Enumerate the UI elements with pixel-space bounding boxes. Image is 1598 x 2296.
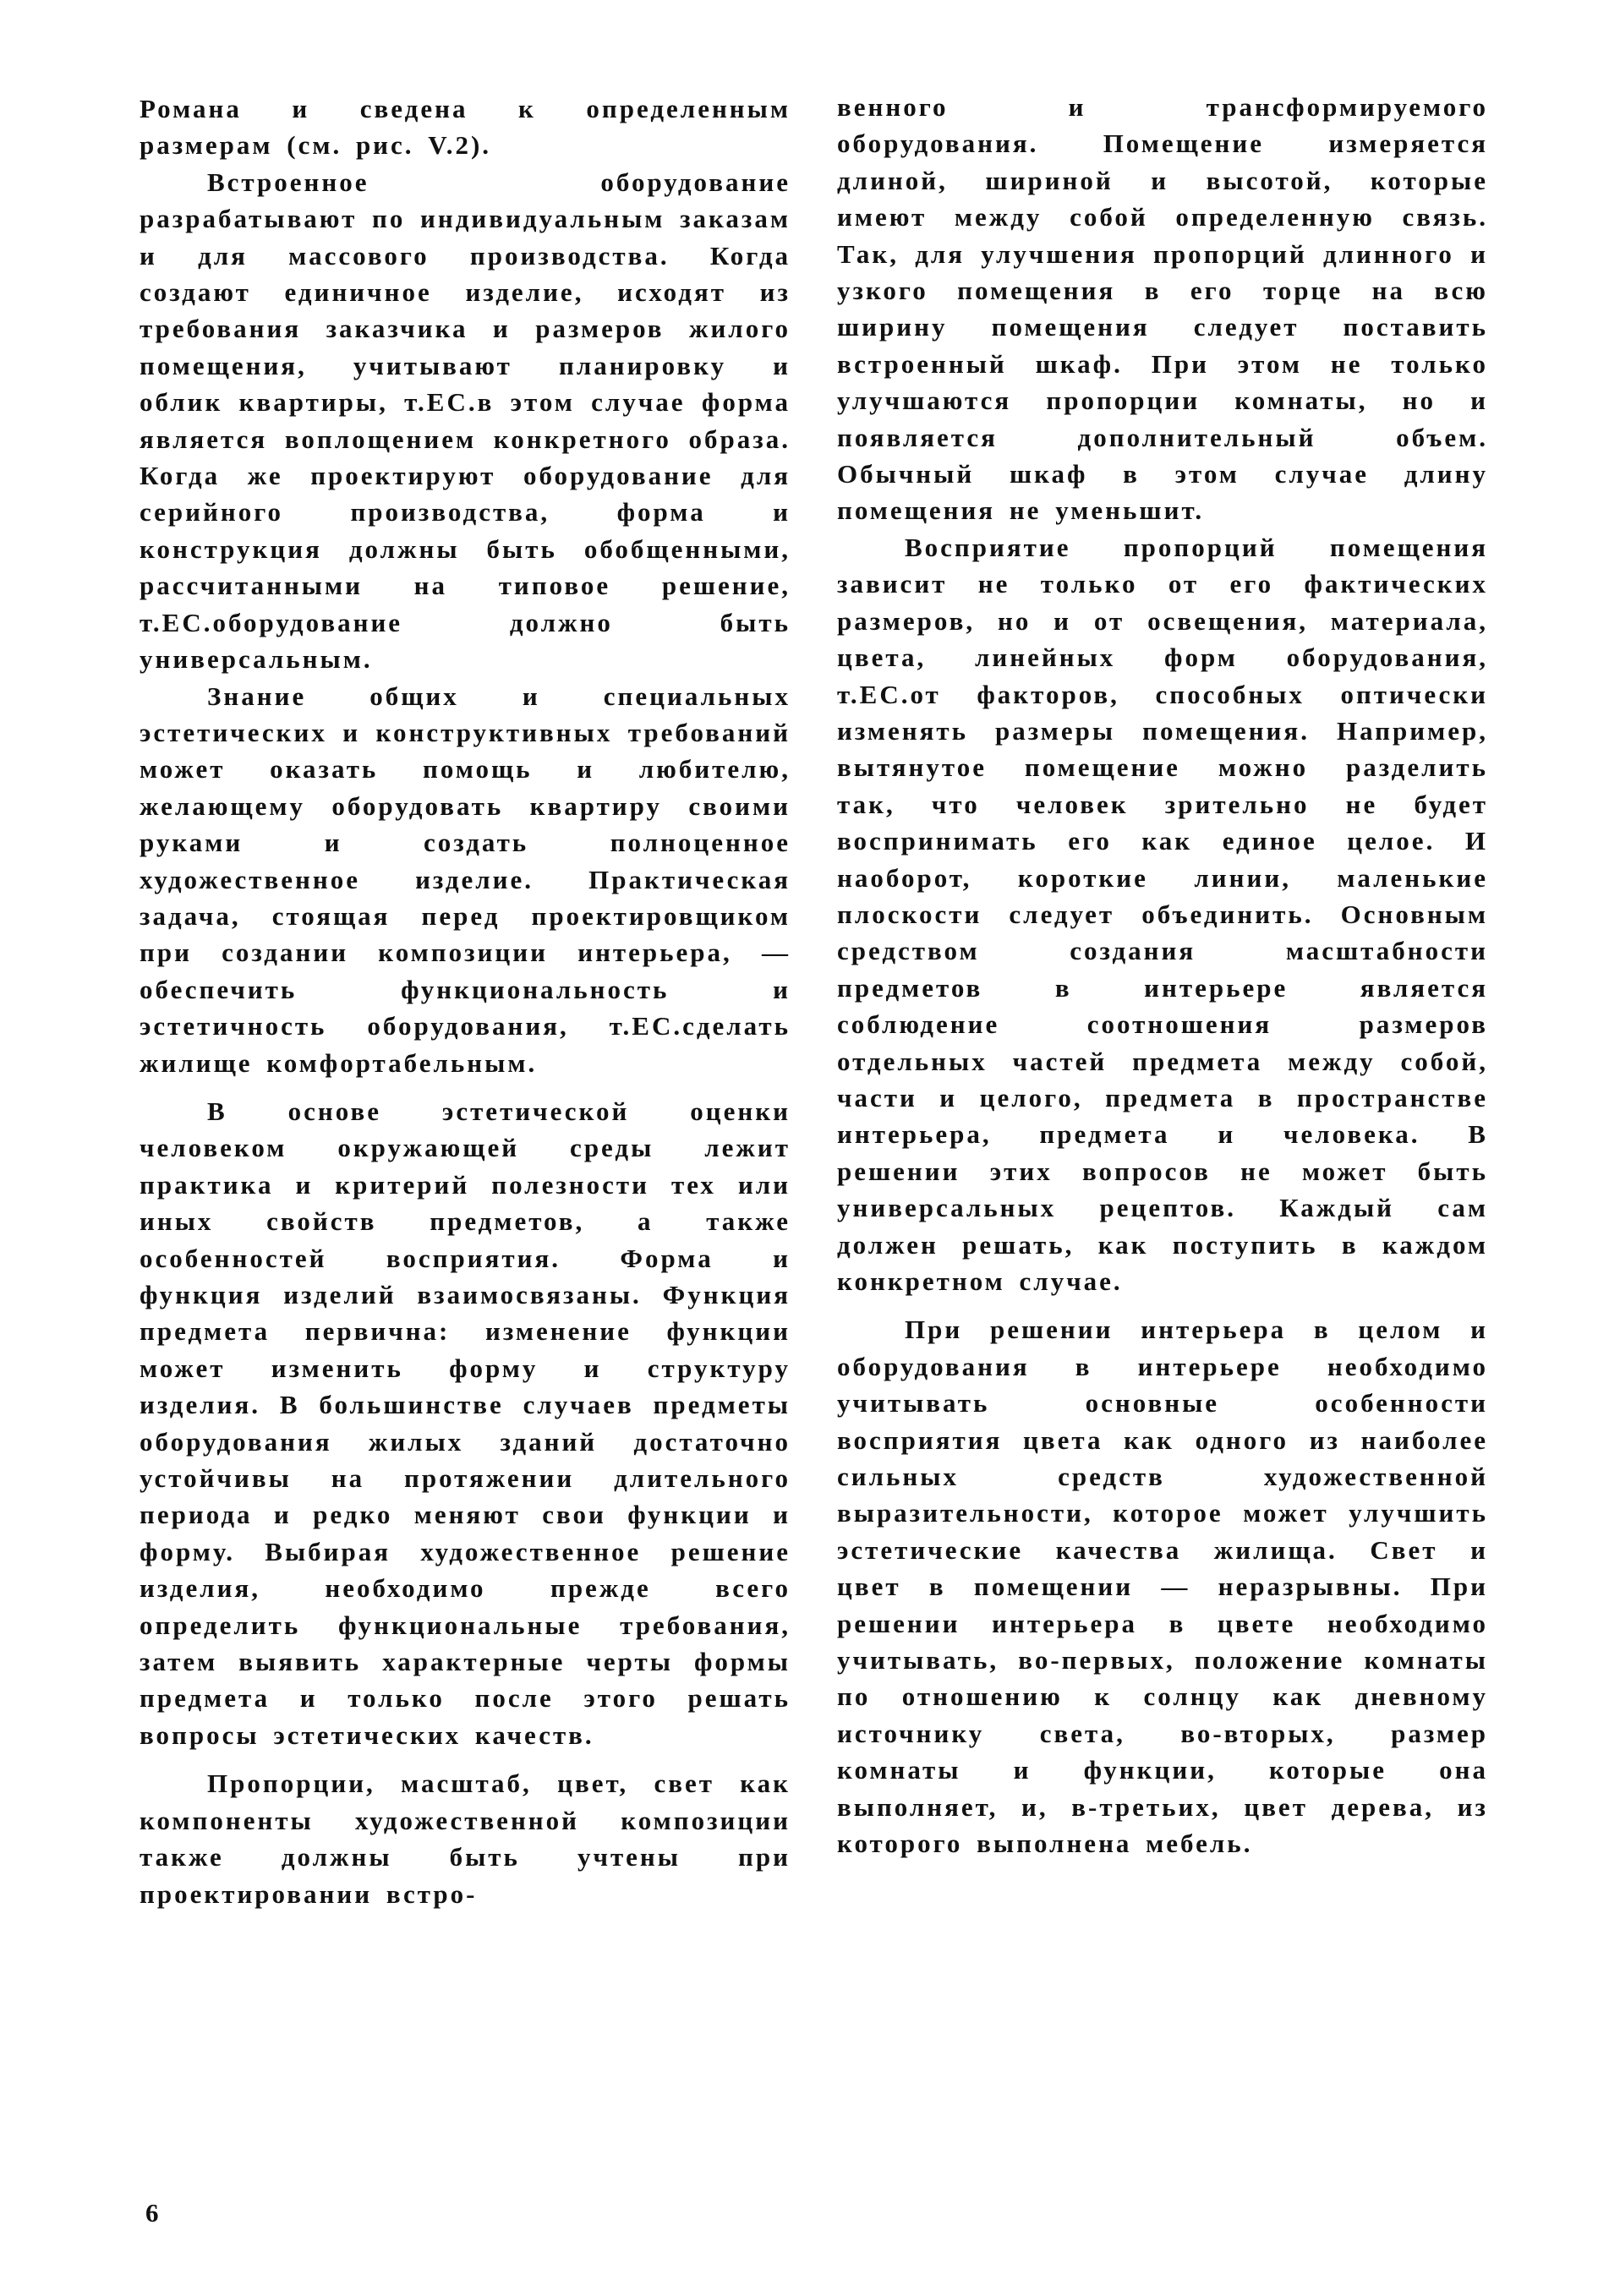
right-text-column bbox=[837, 89, 1488, 1862]
paragraph: Восприятие пропорций помещения зависит не только от его фактических размеров, но и от освещения, материала, цвета, линейных форм оборудования, т.ЕС.от факторов, способных оптически изменять размеры помещения. Например, вытянутое помещение можно разделить так, что человек зрительно не будет воспринимать его как единое целое. И наоборот, короткие линии, маленькие плоскости следует объединить. Основным средством создания масштабности предметов в интерьере является соблюдение соотношения размеров отдельных частей предмета между собой, части и целого, предмета в пространстве интерьера, предмета и человека. В решении этих вопросов не может быть универсальных рецептов. Каждый сам должен решать, как поступить в каждом конкретном случае. bbox=[837, 532, 1488, 1296]
paragraph: венного и трансформируемого оборудования. Помещение измеряется длиной, шириной и высотой, которые имеют между собой определенную связь. Так, для улучшения пропорций длинного и узкого помещения в его торце на всю ширину помещения следует поставить встроенный шкаф. При этом не только улучшаются пропорции комнаты, но и появляется дополнительный объем. Обычный шкаф в этом случае длину помещения не уменьшит. bbox=[837, 92, 1488, 526]
left-text-column bbox=[140, 90, 791, 1912]
paragraph: Знание общих и специальных эстетических и конструктивных требований может оказать помощь и любителю, желающему оборудовать квартиру своими руками и создать полноценное художественное изделие. Практическая задача, стоящая перед проектировщиком при создании композиции интерьера, — обеспечить функциональность и эстетичность оборудования, т.ЕС.сделать жилище комфортабельным. bbox=[140, 681, 791, 1078]
page-number: 6 bbox=[145, 2198, 159, 2228]
paragraph: Встроенное оборудование разрабатывают по индивидуальным заказам и для массового производства. Когда создают единичное изделие, исходят из требования заказчика и размеров жилого помещения, учитывают планировку и облик квартиры, т.ЕС.в этом случае форма является воплощением конкретного образа. Когда же проектируют оборудование для серийного производства, форма и конструкция должны быть обобщенными, рассчитанными на типовое решение, т.ЕС.оборудование должно быть универсальным. bbox=[140, 167, 791, 675]
paragraph: Пропорции, масштаб, цвет, свет как компоненты художественной композиции также должны быть учтены при проектировании встро- bbox=[140, 1768, 791, 1909]
paragraph: В основе эстетической оценки человеком окружающей среды лежит практика и критерий полезности тех или иных свойств предметов, а также особенностей восприятия. Форма и функция изделий взаимосвязаны. Функция предмета первична: изменение функции может изменить форму и структуру изделия. В большинстве случаев предметы оборудования жилых зданий достаточно устойчивы на протяжении длительного периода и редко меняют свои функции и форму. Выбирая художественное решение изделия, необходимо прежде всего определить функциональные требования, затем выявить характерные черты формы предмета и только после этого решать вопросы эстетических качеств. bbox=[140, 1096, 791, 1750]
paragraph: Романа и сведена к определенным размерам (см. рис. V.2). bbox=[140, 94, 791, 161]
paragraph: При решении интерьера в целом и оборудования в интерьере необходимо учитывать основные особенности восприятия цвета как одного из наиболее сильных средств художественной выразительности, которое может улучшить эстетические качества жилища. Свет и цвет в помещении — неразрывны. При решении интерьера в цвете необходимо учитывать, во-первых, положение комнаты по отношению к солнцу как дневному источнику света, во-вторых, размер комнаты и функции, которые она выполняет, и, в-третьих, цвет дерева, из которого выполнена мебель. bbox=[837, 1315, 1488, 1859]
